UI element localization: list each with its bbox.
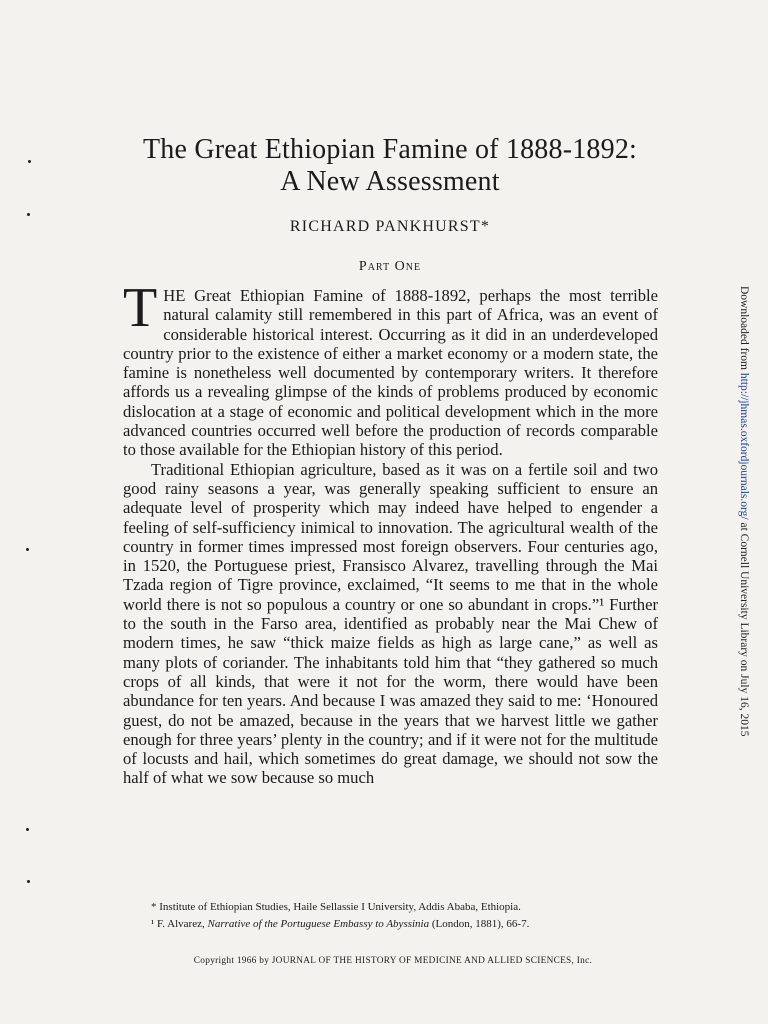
watermark-prefix: Downloaded from: [738, 286, 750, 373]
download-watermark: [734, 286, 754, 766]
watermark-link[interactable]: http://jhmas.oxfordjournals.org/: [738, 372, 750, 520]
article-body: [123, 277, 658, 788]
paragraph-2: Traditional Ethiopian agriculture, based as it was on a fertile soil and two good rainy seasons a year, was generally speaking sufficient to ensure an adequate level of prosperity which may indeed have helped to engender a feeling of self-sufficiency inimical to innovation. The agricultural wealth of the country in former times impressed most foreign observers. Four centuries ago, in 1520, the Portuguese priest, Fransisco Alvarez, travelling through the Mai Tzada region of Tigre province, exclaimed, “It seems to me that in the whole world there is not so populous a country or one so abundant in crops.”¹ Further to the south in the Farso area, identified as probably near the Mai Chew of modern times, he saw “thick maize fields as high as large cane,” as well as many plots of coriander. The inhabitants told him that “they gathered so much crops of all kinds, that were it not for the worm, there would have been abundance for ten years. And because I was amazed they said to me: ‘Honoured guest, do not be amazed, because in the years that we harvest little we gather enough for three years’ plenty in the country; and if it were not for the multitude of locusts and hail, which sometimes do great damage, we should not sow the half of what we sow because so much: [123, 459, 658, 788]
title-line-2: A New Assessment: [280, 166, 500, 197]
footnote-1-title: Narrative of the Portuguese Embassy to Abyssinia: [207, 918, 430, 930]
drop-cap: T: [123, 277, 158, 339]
article-title: [100, 134, 680, 198]
scan-speck: [26, 828, 29, 831]
footnote-1-suffix: (London, 1881), 66-7.: [429, 918, 530, 930]
paragraph-1-text: HE Great Ethiopian Famine of 1888-1892, perhaps the most terrible natural calamity still remembered in this part of Africa, was an event of considerable historical interest. Occurring as it did in an underdeveloped country prior to the existence of either a market economy or a modern state, the famine is nonetheless well documented by contemporary writers. It therefore affords us a revealing glimpse of the kinds of problems produced by economic dislocation at a stage of economic and political development which in the more advanced countries occurred well before the production of records comparable to those available for the Ethiopian history of this period.: [123, 286, 658, 460]
copyright-line: Copyright 1966 by JOURNAL OF THE HISTORY OF MEDICINE AND ALLIED SCIENCES, Inc.: [193, 956, 593, 966]
footnote-1: [123, 916, 658, 933]
author-name: RICHARD PANKHURST*: [289, 218, 491, 235]
footnotes: [123, 899, 658, 933]
scan-speck: [26, 548, 29, 551]
watermark-suffix: at Cornell University Library on July 16, 2015: [738, 519, 750, 737]
part-heading: Part One: [358, 259, 422, 274]
scan-speck: [28, 160, 31, 163]
footnote-1-prefix: ¹ F. Alvarez,: [151, 918, 208, 930]
title-line-1: The Great Ethiopian Famine of 1888-1892:: [143, 134, 637, 165]
scan-speck: [27, 880, 30, 883]
footnote-affiliation: * Institute of Ethiopian Studies, Haile Sellassie I University, Addis Ababa, Ethiopia.: [151, 901, 521, 913]
paragraph-1: [123, 277, 658, 460]
scan-speck: [27, 213, 30, 216]
